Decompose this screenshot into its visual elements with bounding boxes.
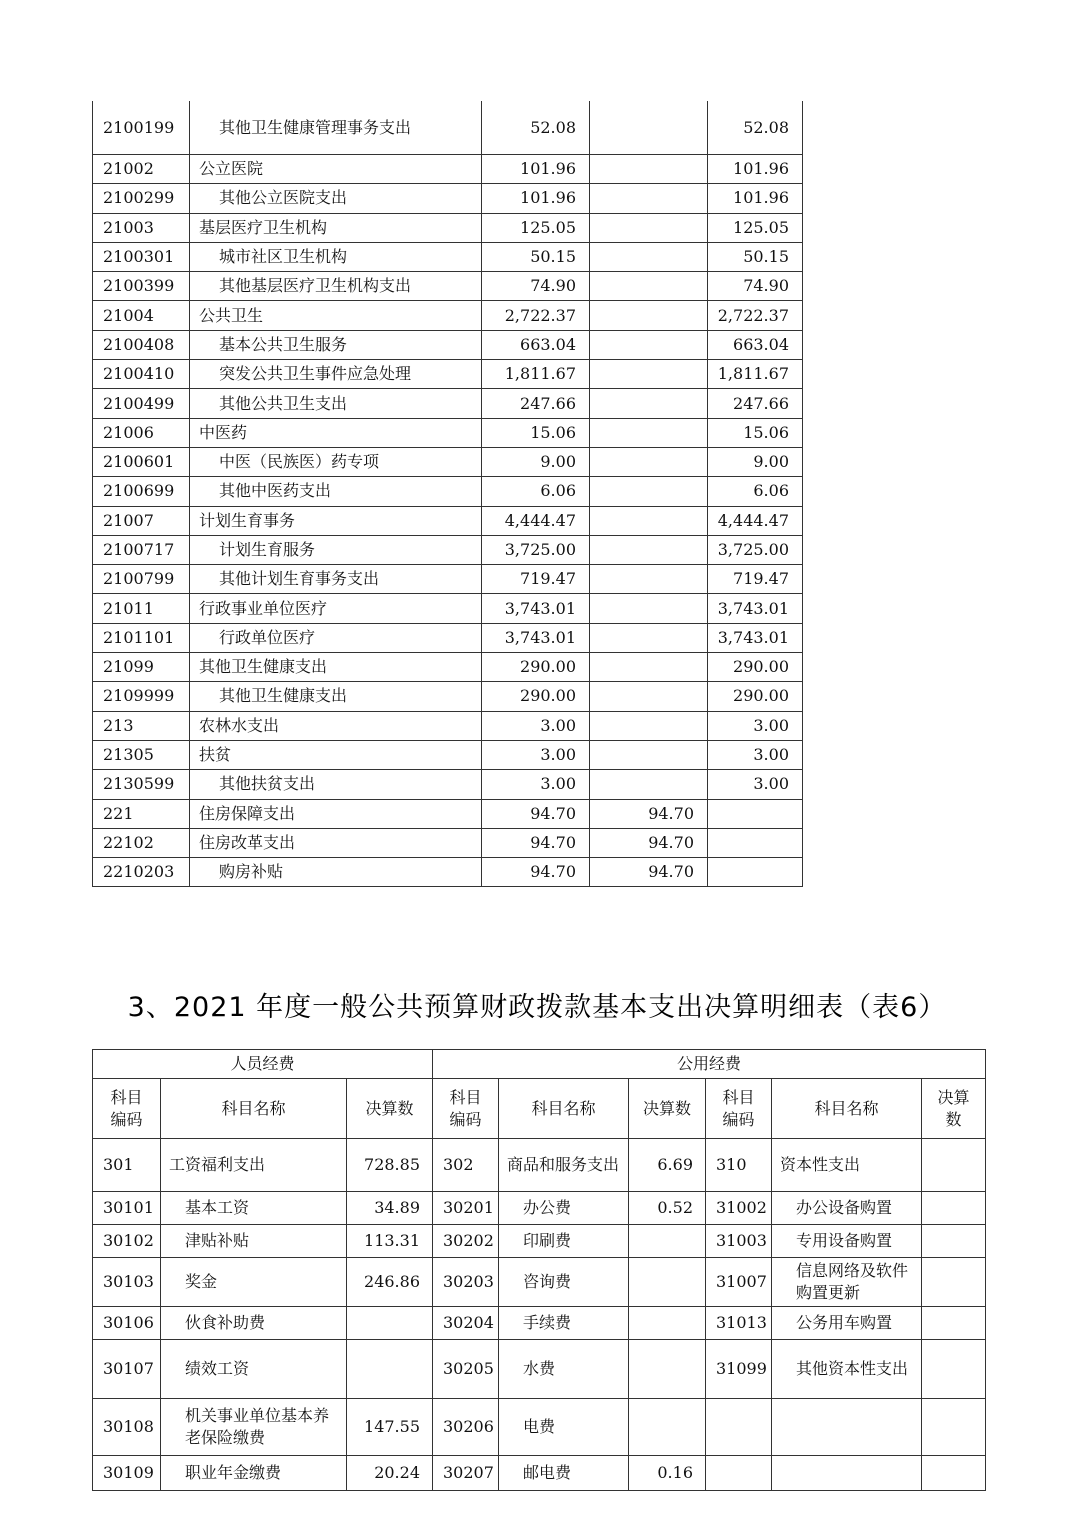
col-code-header: 科目编码 [433,1079,499,1139]
subject-name: 办公费 [499,1192,629,1225]
table-row [93,1139,986,1192]
basic-amount [590,565,708,594]
subject-name: 其他中医药支出 [190,477,482,506]
subject-code: 21007 [93,506,190,535]
total-amount: 94.70 [482,858,590,887]
subject-code: 30106 [93,1307,161,1340]
table-row [93,1192,986,1225]
subject-name: 绩效工资 [161,1340,347,1399]
subject-code: 31007 [706,1258,772,1307]
table-row [93,858,803,887]
total-amount: 663.04 [482,330,590,359]
subject-code: 30203 [433,1258,499,1307]
subject-name: 手续费 [499,1307,629,1340]
subject-code: 2100199 [93,101,190,155]
subject-code: 21006 [93,418,190,447]
total-amount: 3,743.01 [482,623,590,652]
table-row [93,535,803,564]
subject-name: 扶贫 [190,740,482,769]
col-name-header: 科目名称 [772,1079,922,1139]
project-amount: 3,725.00 [708,535,803,564]
subject-code: 21003 [93,213,190,242]
subject-code: 2100408 [93,330,190,359]
amount [922,1340,986,1399]
subject-name: 行政事业单位医疗 [190,594,482,623]
project-amount [708,799,803,828]
subject-code: 30205 [433,1340,499,1399]
project-amount: 3,743.01 [708,594,803,623]
total-amount: 2,722.37 [482,301,590,330]
subject-name: 住房改革支出 [190,828,482,857]
subject-code [706,1399,772,1456]
project-amount: 4,444.47 [708,506,803,535]
basic-amount [590,594,708,623]
public-expenses-header: 公用经费 [433,1050,986,1079]
subject-code: 30207 [433,1456,499,1491]
total-amount: 74.90 [482,272,590,301]
basic-amount [590,330,708,359]
amount: 147.55 [347,1399,433,1456]
col-name-header: 科目名称 [161,1079,347,1139]
project-amount: 3.00 [708,770,803,799]
basic-amount [590,272,708,301]
col-amount-header: 决算数 [347,1079,433,1139]
amount [922,1192,986,1225]
subject-code: 21004 [93,301,190,330]
amount: 246.86 [347,1258,433,1307]
subject-name: 水费 [499,1340,629,1399]
table-row [93,770,803,799]
subject-code: 2100399 [93,272,190,301]
project-amount: 101.96 [708,184,803,213]
total-amount: 3,725.00 [482,535,590,564]
amount [629,1340,706,1399]
subject-code: 22102 [93,828,190,857]
subject-code: 302 [433,1139,499,1192]
table-row [93,1456,986,1491]
subject-name: 住房保障支出 [190,799,482,828]
basic-amount [590,623,708,652]
subject-name: 基层医疗卫生机构 [190,213,482,242]
table-row [93,360,803,389]
total-amount: 3.00 [482,740,590,769]
total-amount: 3,743.01 [482,594,590,623]
total-amount: 247.66 [482,389,590,418]
subject-code: 2100299 [93,184,190,213]
total-amount: 94.70 [482,799,590,828]
project-amount: 3.00 [708,711,803,740]
subject-name: 其他公立医院支出 [190,184,482,213]
subject-name: 信息网络及软件购置更新 [772,1258,922,1307]
amount: 0.52 [629,1192,706,1225]
subject-code: 30202 [433,1225,499,1258]
basic-amount [590,535,708,564]
subject-code: 21099 [93,653,190,682]
basic-amount [590,301,708,330]
amount [629,1307,706,1340]
subject-name: 工资福利支出 [161,1139,347,1192]
subject-code: 2100499 [93,389,190,418]
total-amount: 4,444.47 [482,506,590,535]
subject-name: 其他计划生育事务支出 [190,565,482,594]
table-row [93,799,803,828]
table-row [93,653,803,682]
project-amount: 1,811.67 [708,360,803,389]
table-row [93,447,803,476]
project-amount: 2,722.37 [708,301,803,330]
subject-name: 公务用车购置 [772,1307,922,1340]
subject-code: 30201 [433,1192,499,1225]
subject-name: 公立医院 [190,155,482,184]
col-amount-header: 决算数 [629,1079,706,1139]
table-row [93,418,803,447]
col-name-header: 科目名称 [499,1079,629,1139]
table-row [93,272,803,301]
subject-code: 21305 [93,740,190,769]
table-row [93,389,803,418]
total-amount: 52.08 [482,101,590,155]
subject-name: 津贴补贴 [161,1225,347,1258]
subject-name: 办公设备购置 [772,1192,922,1225]
amount [922,1456,986,1491]
table-row [93,155,803,184]
subject-name: 公共卫生 [190,301,482,330]
project-amount: 3.00 [708,740,803,769]
subject-code: 30108 [93,1399,161,1456]
basic-amount: 94.70 [590,799,708,828]
subject-code: 2100717 [93,535,190,564]
subject-code: 2100799 [93,565,190,594]
total-amount: 15.06 [482,418,590,447]
table-row [93,711,803,740]
total-amount: 101.96 [482,184,590,213]
subject-code: 310 [706,1139,772,1192]
amount [347,1307,433,1340]
amount: 728.85 [347,1139,433,1192]
basic-amount [590,653,708,682]
subject-code: 30206 [433,1399,499,1456]
subject-name: 其他基层医疗卫生机构支出 [190,272,482,301]
basic-amount [590,360,708,389]
total-amount: 719.47 [482,565,590,594]
subject-code: 221 [93,799,190,828]
table-row [93,301,803,330]
subject-name: 购房补贴 [190,858,482,887]
subject-code: 301 [93,1139,161,1192]
expenditure-detail-table [92,101,803,887]
amount: 20.24 [347,1456,433,1491]
amount [922,1307,986,1340]
subject-name: 职业年金缴费 [161,1456,347,1491]
project-amount: 101.96 [708,155,803,184]
basic-amount [590,447,708,476]
subject-code: 21011 [93,594,190,623]
basic-amount [590,155,708,184]
subject-code: 30109 [93,1456,161,1491]
basic-amount: 94.70 [590,858,708,887]
subject-name: 农林水支出 [190,711,482,740]
subject-code [706,1456,772,1491]
project-amount: 247.66 [708,389,803,418]
table-row [93,828,803,857]
table-row [93,1307,986,1340]
subject-code: 30103 [93,1258,161,1307]
subject-code: 2130599 [93,770,190,799]
col-code-header: 科目编码 [706,1079,772,1139]
table-row [93,330,803,359]
basic-amount [590,418,708,447]
basic-amount [590,506,708,535]
subject-name: 资本性支出 [772,1139,922,1192]
table-row [93,740,803,769]
table-row [93,101,803,155]
total-amount: 94.70 [482,828,590,857]
project-amount: 15.06 [708,418,803,447]
basic-amount [590,711,708,740]
subject-code: 30102 [93,1225,161,1258]
table-row [93,213,803,242]
subject-name [772,1456,922,1491]
project-amount: 6.06 [708,477,803,506]
project-amount: 50.15 [708,242,803,271]
total-amount: 3.00 [482,711,590,740]
table-row [93,682,803,711]
table-row [93,1225,986,1258]
project-amount [708,858,803,887]
basic-amount [590,740,708,769]
subject-code: 2210203 [93,858,190,887]
project-amount: 290.00 [708,682,803,711]
project-amount: 3,743.01 [708,623,803,652]
subject-name: 其他卫生健康支出 [190,653,482,682]
subject-code: 21002 [93,155,190,184]
subject-name: 突发公共卫生事件应急处理 [190,360,482,389]
basic-amount [590,770,708,799]
subject-code: 2100410 [93,360,190,389]
subject-name: 印刷费 [499,1225,629,1258]
subject-code: 31002 [706,1192,772,1225]
total-amount: 6.06 [482,477,590,506]
total-amount: 290.00 [482,653,590,682]
subject-name: 中医药 [190,418,482,447]
amount [629,1225,706,1258]
amount [922,1139,986,1192]
amount: 34.89 [347,1192,433,1225]
project-amount: 74.90 [708,272,803,301]
subject-name: 其他卫生健康管理事务支出 [190,101,482,155]
amount [922,1225,986,1258]
subject-code: 2109999 [93,682,190,711]
amount [347,1340,433,1399]
total-amount: 290.00 [482,682,590,711]
subject-code: 30107 [93,1340,161,1399]
table-row [93,565,803,594]
subject-name: 咨询费 [499,1258,629,1307]
amount: 6.69 [629,1139,706,1192]
table-row [93,242,803,271]
table-row [93,1340,986,1399]
subject-code: 2101101 [93,623,190,652]
subject-name: 其他扶贫支出 [190,770,482,799]
col-amount-header: 决算数 [922,1079,986,1139]
section-title: 3、2021 年度一般公共预算财政拨款基本支出决算明细表（表6） [127,992,947,1023]
total-amount: 3.00 [482,770,590,799]
subject-name: 其他卫生健康支出 [190,682,482,711]
subject-name: 其他资本性支出 [772,1340,922,1399]
subject-name: 机关事业单位基本养老保险缴费 [161,1399,347,1456]
amount [922,1258,986,1307]
subject-code: 2100601 [93,447,190,476]
subject-name: 专用设备购置 [772,1225,922,1258]
project-amount: 125.05 [708,213,803,242]
basic-amount [590,242,708,271]
subject-name: 计划生育事务 [190,506,482,535]
subject-name: 城市社区卫生机构 [190,242,482,271]
table-row [93,1258,986,1307]
subject-code: 2100301 [93,242,190,271]
table-row [93,506,803,535]
total-amount: 101.96 [482,155,590,184]
subject-code: 30204 [433,1307,499,1340]
project-amount: 52.08 [708,101,803,155]
basic-amount [590,101,708,155]
total-amount: 50.15 [482,242,590,271]
subject-name: 基本公共卫生服务 [190,330,482,359]
project-amount: 290.00 [708,653,803,682]
subject-name: 基本工资 [161,1192,347,1225]
project-amount [708,828,803,857]
subject-name: 中医（民族医）药专项 [190,447,482,476]
project-amount: 719.47 [708,565,803,594]
total-amount: 9.00 [482,447,590,476]
total-amount: 125.05 [482,213,590,242]
subject-code: 31003 [706,1225,772,1258]
amount [629,1399,706,1456]
subject-code: 30101 [93,1192,161,1225]
subject-name: 行政单位医疗 [190,623,482,652]
subject-name: 电费 [499,1399,629,1456]
table-row [93,1399,986,1456]
total-amount: 1,811.67 [482,360,590,389]
basic-amount [590,682,708,711]
subject-name: 商品和服务支出 [499,1139,629,1192]
subject-code: 213 [93,711,190,740]
basic-amount [590,389,708,418]
subject-code: 31099 [706,1340,772,1399]
basic-expenditure-table [92,1049,986,1491]
basic-amount [590,213,708,242]
amount: 113.31 [347,1225,433,1258]
personnel-expenses-header: 人员经费 [93,1050,433,1079]
project-amount: 663.04 [708,330,803,359]
amount: 0.16 [629,1456,706,1491]
basic-amount [590,184,708,213]
amount [629,1258,706,1307]
basic-amount: 94.70 [590,828,708,857]
table-row [93,623,803,652]
table-row [93,477,803,506]
table-row [93,594,803,623]
subject-name: 伙食补助费 [161,1307,347,1340]
project-amount: 9.00 [708,447,803,476]
basic-amount [590,477,708,506]
subject-name: 邮电费 [499,1456,629,1491]
subject-code: 2100699 [93,477,190,506]
table-row [93,184,803,213]
col-code-header: 科目编码 [93,1079,161,1139]
subject-name [772,1399,922,1456]
subject-code: 31013 [706,1307,772,1340]
amount [922,1399,986,1456]
subject-name: 其他公共卫生支出 [190,389,482,418]
subject-name: 奖金 [161,1258,347,1307]
subject-name: 计划生育服务 [190,535,482,564]
